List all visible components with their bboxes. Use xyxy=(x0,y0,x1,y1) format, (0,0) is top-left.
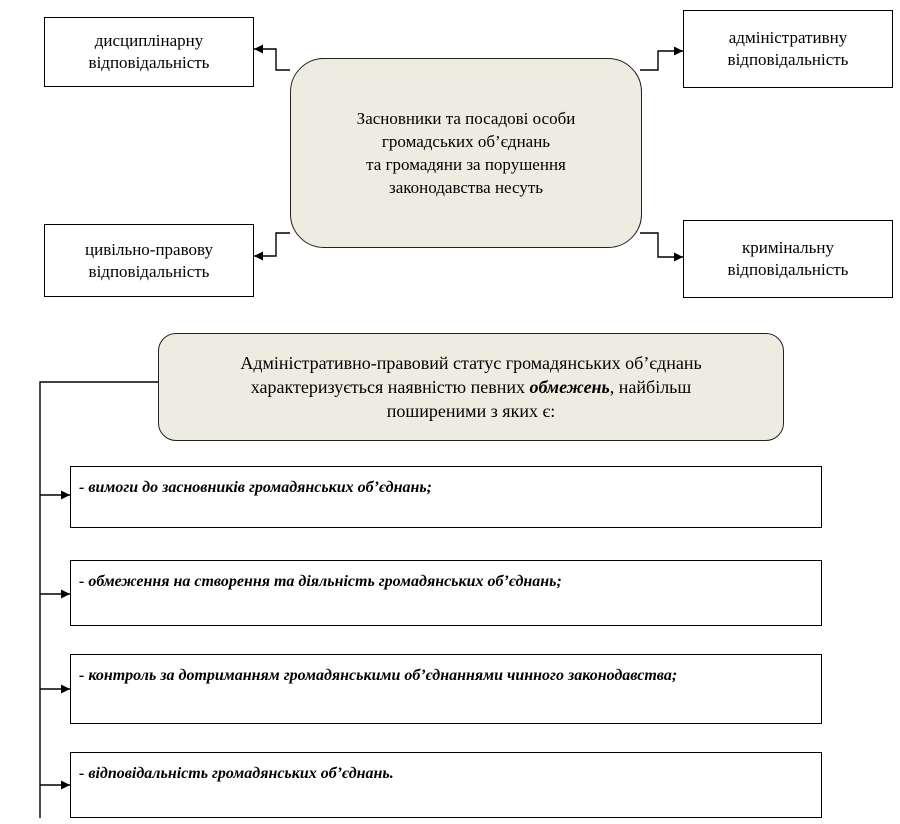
connector-bottom-right xyxy=(640,233,683,257)
restriction-item-text: - вимоги до засновників громадянських об’єднань; xyxy=(79,479,432,496)
center-line1: Засновники та посадові особи xyxy=(356,109,576,128)
branch-disciplinary-line2: відповідальність xyxy=(88,53,210,72)
connector-top-left xyxy=(254,49,290,70)
restriction-item-text: - контроль за дотриманням громадянськими об’єднаннями чинного законодавства; xyxy=(79,667,678,684)
branch-civil xyxy=(44,224,254,297)
status-line3: поширеними з яких є: xyxy=(386,401,556,421)
status-box xyxy=(158,333,784,441)
status-emphasis: обмежень xyxy=(529,377,610,397)
branch-administrative xyxy=(683,10,893,88)
status-line2-before: характеризується наявністю певних xyxy=(250,377,530,397)
restriction-item xyxy=(70,466,822,528)
center-line3: та громадяни за порушення xyxy=(366,155,566,174)
branch-criminal xyxy=(683,220,893,298)
branch-criminal-line2: відповідальність xyxy=(727,260,849,279)
connector-top-right xyxy=(640,51,683,70)
restriction-item xyxy=(70,752,822,818)
branch-administrative-line2: відповідальність xyxy=(727,50,849,69)
restriction-item xyxy=(70,560,822,626)
status-line2 xyxy=(240,375,701,399)
restriction-item xyxy=(70,654,822,724)
branch-civil-line2: відповідальність xyxy=(88,261,210,281)
center-line2: громадських об’єднань xyxy=(381,132,551,151)
restriction-item-text: - відповідальність громадянських об’єднань. xyxy=(79,765,394,782)
connector-bottom-left xyxy=(254,233,290,256)
branch-disciplinary-line1: дисциплінарну xyxy=(94,31,204,50)
status-line2-after: , найбільш xyxy=(609,377,692,397)
branch-civil-line1: цивільно-правову xyxy=(85,239,213,259)
branch-administrative-line1: адміністративну xyxy=(728,28,848,47)
restriction-item-text: - обмеження на створення та діяльність громадянських об’єднань; xyxy=(79,573,562,590)
status-line1: Адміністративно-правовий статус громадянських об’єднань xyxy=(240,353,702,373)
center-line4: законодавства несуть xyxy=(388,178,544,197)
branch-disciplinary xyxy=(44,17,254,87)
branch-criminal-line1: кримінальну xyxy=(742,238,834,257)
center-subjects-box xyxy=(290,58,642,248)
